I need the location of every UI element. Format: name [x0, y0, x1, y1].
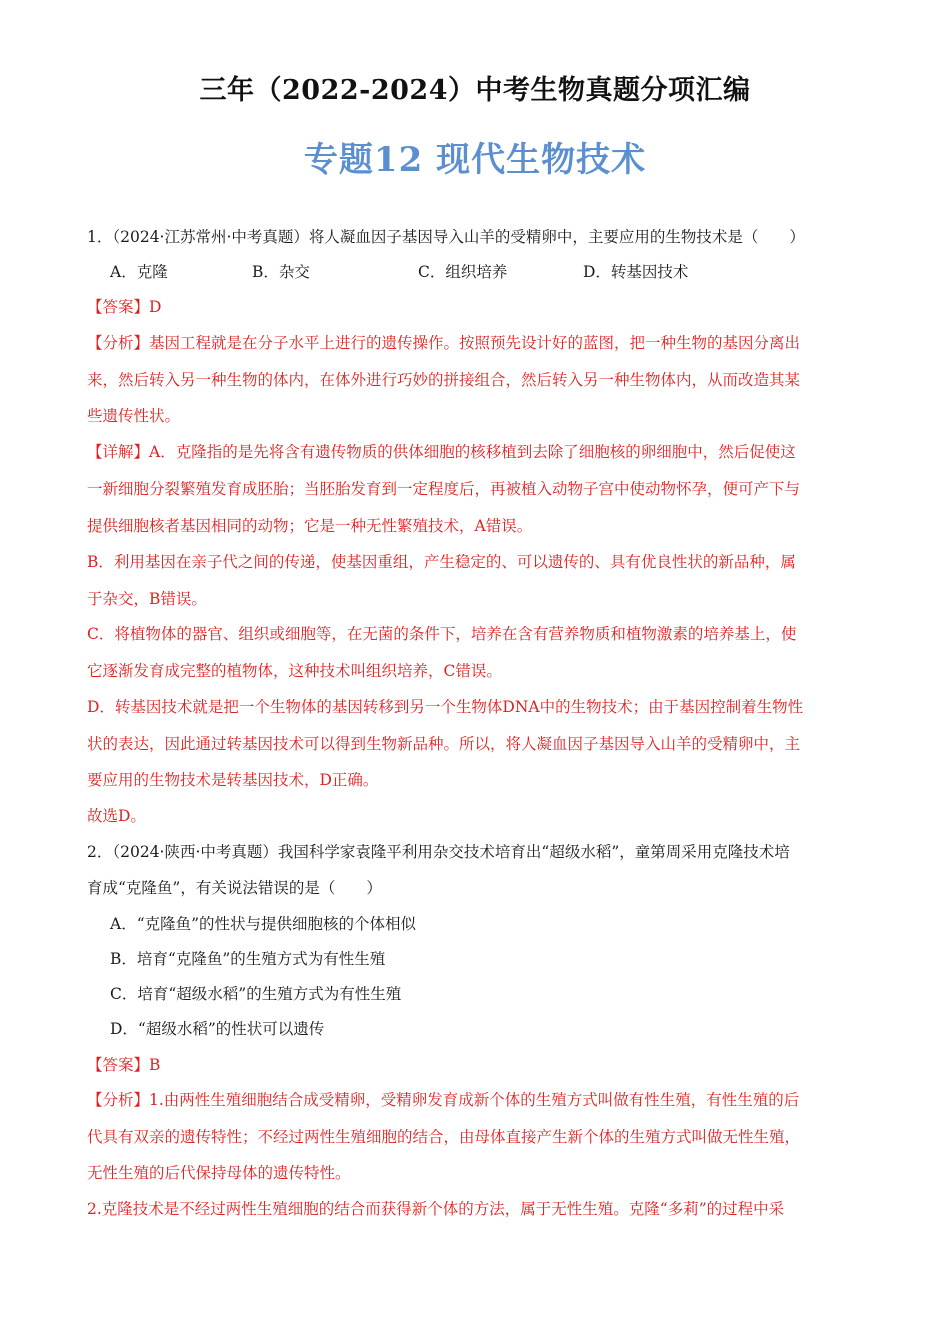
topic-title: 专题12 现代生物技术 [303, 140, 647, 180]
q1-detail-line: 提供细胞核者基因相同的动物；它是一种无性繁殖技术，A错误。 [87, 517, 533, 535]
q1-option-a: A．克隆 [110, 263, 168, 281]
q1-detail-line: 它逐渐发育成完整的植物体，这种技术叫组织培养，C错误。 [87, 662, 502, 680]
q2-stem-line: 2．（2024·陕西·中考真题）我国科学家袁隆平利用杂交技术培育出“超级水稻”，童第周采用克隆技术培 [87, 843, 790, 861]
q2-stem-line: 育成“克隆鱼”，有关说法错误的是（ ） [87, 879, 382, 897]
q2-answer: 【答案】B [87, 1056, 161, 1074]
q1-stem: 1．（2024·江苏常州·中考真题）将人凝血因子基因导入山羊的受精卵中，主要应用的生物技术是（ ） [87, 228, 805, 246]
q1-answer: 【答案】D [87, 298, 162, 316]
q1-detail-line: B．利用基因在亲子代之间的传递，使基因重组，产生稳定的、可以遗传的、具有优良性状的新品种，属 [87, 553, 796, 571]
q2-option-d: D．“超级水稻”的性状可以遗传 [110, 1020, 325, 1038]
q2-analysis-line: 代具有双亲的遗传特性；不经过两性生殖细胞的结合，由母体直接产生新个体的生殖方式叫做无性生殖， [87, 1128, 801, 1146]
q2-analysis-line: 2.克隆技术是不经过两性生殖细胞的结合而获得新个体的方法，属于无性生殖。克隆“多莉”的过程中采 [87, 1200, 785, 1218]
q1-analysis-line: 些遗传性状。 [87, 407, 181, 425]
q1-detail-line: D．转基因技术就是把一个生物体的基因转移到另一个生物体DNA中的生物技术；由于基因控制着生物性 [87, 698, 804, 716]
q1-analysis-line: 【分析】基因工程就是在分子水平上进行的遗传操作。按照预先设计好的蓝图，把一种生物的基因分离出 [87, 334, 801, 352]
q1-detail-line: 于杂交，B错误。 [87, 590, 207, 608]
q2-analysis-line: 无性生殖的后代保持母体的遗传特性。 [87, 1164, 351, 1182]
q2-analysis-line: 【分析】1.由两性生殖细胞结合成受精卵，受精卵发育成新个体的生殖方式叫做有性生殖，有性生殖的后 [87, 1091, 800, 1109]
q2-option-a: A．“克隆鱼”的性状与提供细胞核的个体相似 [110, 915, 417, 933]
q1-detail-line: C．将植物体的器官、组织或细胞等，在无菌的条件下，培养在含有营养物质和植物激素的培养基上，使 [87, 625, 797, 643]
main-title: 三年（2022-2024）中考生物真题分项汇编 [199, 75, 751, 106]
q1-analysis-line: 来，然后转入另一种生物的体内，在体外进行巧妙的拼接组合，然后转入另一种生物体内，从而改造其某 [87, 371, 801, 389]
q2-option-b: B．培育“克隆鱼”的生殖方式为有性生殖 [110, 950, 386, 968]
q1-detail-line: 状的表达，因此通过转基因技术可以得到生物新品种。所以，将人凝血因子基因导入山羊的受精卵中，主 [87, 735, 801, 753]
q1-option-d: D．转基因技术 [583, 263, 689, 281]
q1-detail-line: 一新细胞分裂繁殖发育成胚胎；当胚胎发育到一定程度后，再被植入动物子宫中使动物怀孕，便可产下与 [87, 480, 801, 498]
q1-conclusion: 故选D。 [87, 807, 146, 825]
q1-detail-line: 【详解】A．克隆指的是先将含有遗传物质的供体细胞的核移植到去除了细胞核的卵细胞中，然后促使这 [87, 443, 796, 461]
q1-detail-line: 要应用的生物技术是转基因技术，D正确。 [87, 771, 379, 789]
q1-option-b: B．杂交 [252, 263, 310, 281]
q1-option-c: C．组织培养 [418, 263, 508, 281]
q2-option-c: C．培育“超级水稻”的生殖方式为有性生殖 [110, 985, 402, 1003]
